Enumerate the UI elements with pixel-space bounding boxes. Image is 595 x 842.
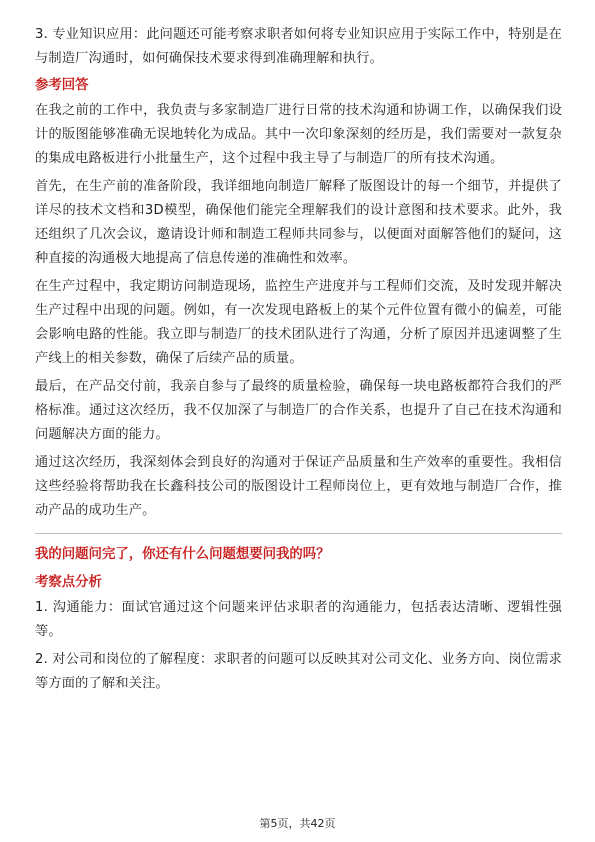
answer-paragraph: 最后，在产品交付前，我亲自参与了最终的质量检验，确保每一块电路板都符合我们的严格标准。通过这次经历，我不仅加深了与制造厂的合作关系，也提升了自己在技术沟通和问题解决方面的能力。: [35, 379, 562, 442]
page-content: [35, 23, 562, 700]
analysis-point: 1. 沟通能力：面试官通过这个问题来评估求职者的沟通能力，包括表达清晰、逻辑性强等。: [35, 600, 562, 639]
answer-paragraph: 首先，在生产前的准备阶段，我详细地向制造厂解释了版图设计的每一个细节，并提供了详尽的技术文档和3D模型，确保他们能完全理解我们的设计意图和技术要求。此外，我还组织了几次会议，邀请设计师和制造工程师共同参与，以便面对面解答他们的疑问，这种直接的沟通极大地提高了信息传递的准确性和效率。: [35, 179, 562, 266]
next-question: 我的问题问完了，你还有什么问题想要问我的吗？: [35, 547, 330, 562]
answer-heading: 参考回答: [35, 78, 89, 93]
analysis-heading: 考察点分析: [35, 575, 102, 590]
answer-paragraph: 通过这次经历，我深刻体会到良好的沟通对于保证产品质量和生产效率的重要性。我相信这些经验将帮助我在长鑫科技公司的版图设计工程师岗位上，更有效地与制造厂合作，推动产品的成功生产。: [35, 455, 562, 518]
page-footer: 第5页，共42页: [259, 817, 336, 830]
analysis-point: 2. 对公司和岗位的了解程度：求职者的问题可以反映其对公司文化、业务方向、岗位需求等方面的了解和关注。: [35, 652, 562, 691]
intro-point: 3. 专业知识应用：此问题还可能考察求职者如何将专业知识应用于实际工作中，特别是在与制造厂沟通时，如何确保技术要求得到准确理解和执行。: [35, 27, 562, 66]
answer-paragraph: 在生产过程中，我定期访问制造现场，监控生产进度并与工程师们交流，及时发现并解决生产过程中出现的问题。例如，有一次发现电路板上的某个元件位置有微小的偏差，可能会影响电路的性能。我立即与制造厂的技术团队进行了沟通，分析了原因并迅速调整了生产线上的相关参数，确保了后续产品的质量。: [35, 279, 562, 366]
section-divider: [35, 533, 562, 534]
answer-paragraph: 在我之前的工作中，我负责与多家制造厂进行日常的技术沟通和协调工作，以确保我们设计的版图能够准确无误地转化为成品。其中一次印象深刻的经历是，我们需要对一款复杂的集成电路板进行小批量生产，这个过程中我主导了与制造厂的所有技术沟通。: [35, 103, 562, 166]
